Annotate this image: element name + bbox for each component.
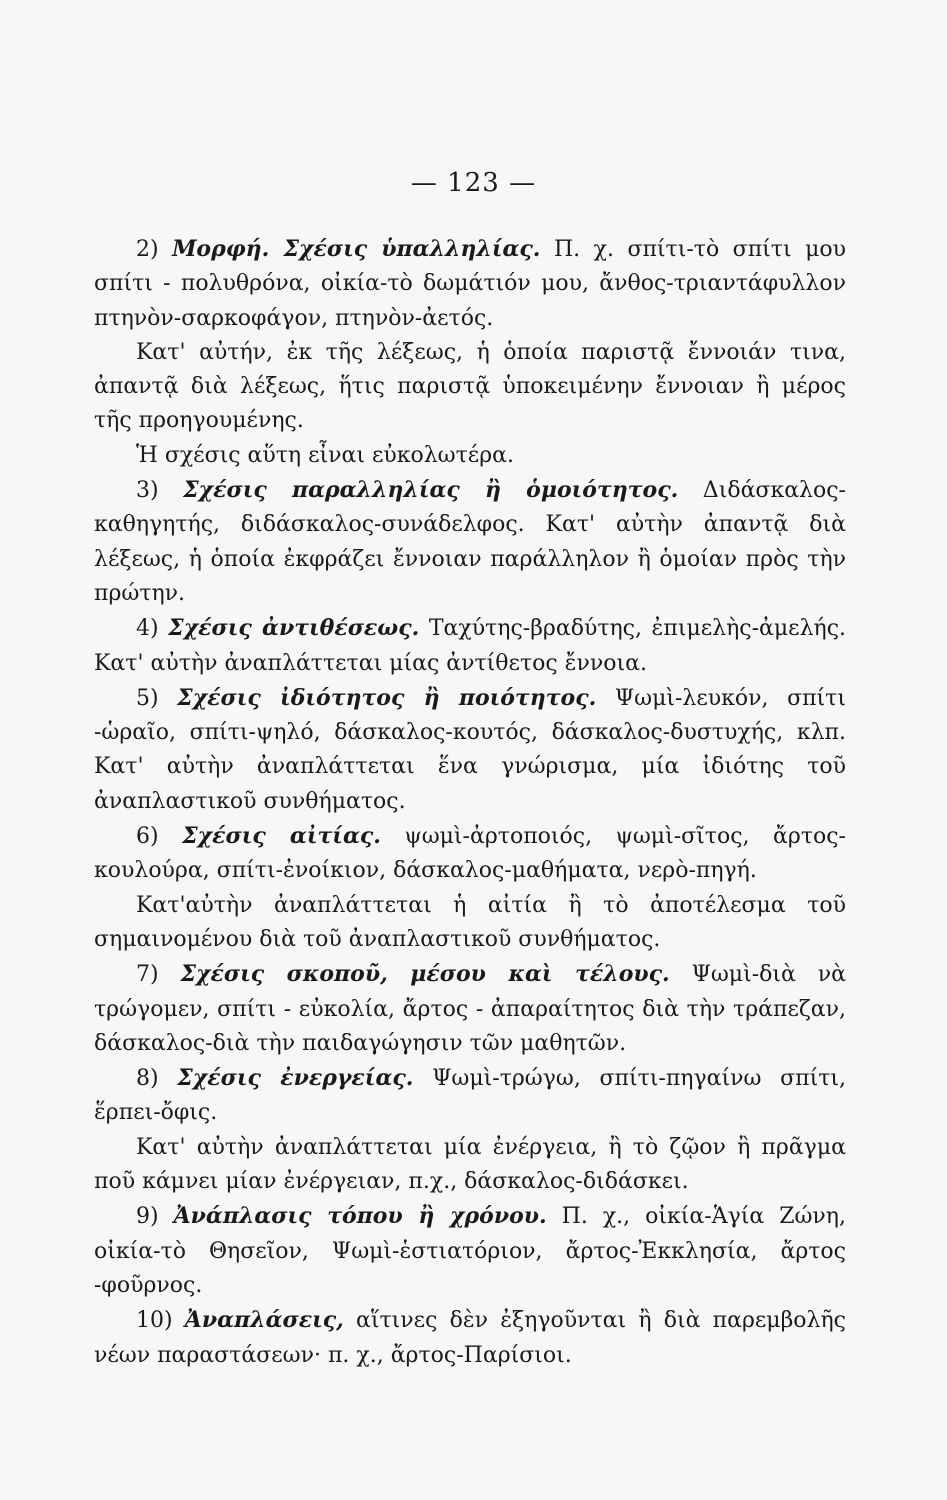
item-title: Σχέσις ἀντιθέσεως. [168,615,420,642]
paragraph-text: Ἡ σχέσις αὕτη εἶναι εὐκολωτέρα. [136,442,514,468]
body-text [94,232,846,1373]
paragraph-text: Κατ' αὐτήν, ἐκ τῆς λέξεως, ἡ ὁποία παριστᾷ ἔννοιάν τινα, ἀπαντᾷ διὰ λέξεως, ἥτις παριστᾷ ὑποκειμένην ἔννοιαν ἢ μέρος τῆς προηγουμένης. [94,339,846,434]
item-number: 6) [136,824,183,850]
paragraph [94,1061,846,1131]
paragraph-text: Ψωμὶ-λευκόν, σπίτι -ὡραῖο, σπίτι-ψηλό, δάσκαλος-κουτός, δάσκαλος-δυστυχής, κλπ. Κατ' αὐτὴν ἀναπλάττεται ἕνα γνώρισμα, μία ἰδιότης τοῦ ἀναπλαστικοῦ συνθήματος. [94,685,846,814]
item-title: Ἀναπλάσεις, [184,1307,344,1334]
page-number: — 123 — [410,168,537,198]
paragraph [94,889,846,958]
paragraph [94,473,846,611]
item-title: Σχέσις σκοποῦ, μέσου καὶ τέλους. [180,961,670,988]
paragraph-text: Κατ' αὐτὴν ἀναπλάττεται μία ἐνέργεια, ἢ τὸ ζῷον ἢ πρᾶγμα ποῦ κάμνει μίαν ἐνέργειαν, π.χ., δάσκαλος-διδάσκει. [94,1134,846,1195]
paragraph-text: Ψωμὶ-τρώγω, σπίτι-πηγαίνω σπίτι, ἕρπει-ὄφις. [94,1066,846,1126]
paragraph-text: Κατ'αὐτὴν ἀναπλάττεται ἡ αἰτία ἢ τὸ ἀποτέλεσμα τοῦ σημαινομένου διὰ τοῦ ἀναπλαστικοῦ συνθήματος. [94,892,846,952]
paragraph-text: Π. χ., οἰκία-Ἁγία Ζώνη, οἰκία-τὸ Θησεῖον, Ψωμὶ-ἑστιατόριον, ἄρτος-Ἐκκλησία, ἄρτος -φοῦρνος. [94,1204,846,1298]
item-number: 7) [136,962,181,988]
paragraph [94,439,846,473]
paragraph-text: Ψωμὶ-διὰ νὰ τρώγομεν, σπίτι - εὐκολία, ἄρτος - ἀπαραίτητος διὰ τὴν τράπεζαν, δάσκαλος-διὰ τὴν παιδαγώγησιν τῶν μαθητῶν. [94,962,846,1056]
paragraph [94,1131,846,1200]
item-title: Σχέσις ἐνεργείας. [177,1065,414,1092]
item-number: 8) [136,1066,178,1092]
paragraph [94,611,846,681]
paragraph [94,819,846,889]
paragraph [94,681,846,819]
paragraph [94,957,846,1061]
paragraph-text: Διδάσκαλος-καθηγητής, διδάσκαλος-συνάδελφος. Κατ' αὐτὴν ἀπαντᾷ διὰ λέξεως, ἡ ὁποία ἐκφράζει ἔννοιαν παράλληλον ἢ ὁμοίαν πρὸς τὴν πρώτην. [94,478,846,606]
paragraph [94,336,846,439]
item-number: 10) [136,1308,185,1334]
item-title: Σχέσις παραλληλίας ἢ ὁμοιότητος. [183,477,679,504]
paragraph-text: ψωμὶ-ἀρτοποιός, ψωμὶ-σῖτος, ἄρτος-κουλούρα, σπίτι-ἐνοίκιον, δάσκαλος-μαθήματα, νερὸ-πηγή. [94,824,846,884]
item-title: Σχέσις ἰδιότητος ἢ ποιότητος. [177,684,597,711]
paragraph-text: Ταχύτης-βραδύτης, ἐπιμελὴς-ἀμελής. Κατ' αὐτὴν ἀναπλάττεται μίας ἀντίθετος ἔννοια. [94,616,847,676]
item-number: 3) [136,478,184,504]
paragraph [94,232,846,336]
paragraph [94,1199,846,1303]
item-number: 9) [136,1204,174,1230]
paragraph-text: αἵτινες δὲν ἐξηγοῦνται ἢ διὰ παρεμβολῆς νέων παραστάσεων· π. χ., ἄρτος-Παρίσιοι. [94,1308,846,1368]
paragraph-text: Π. χ. σπίτι-τὸ σπίτι μου σπίτι - πολυθρόνα, οἰκία-τὸ δωμάτιόν μου, ἄνθος-τριαντάφυλλον πτηνὸν-σαρκοφάγον, πτηνὸν-ἀετός. [94,237,846,331]
paragraph [94,1303,846,1373]
item-title: Ἀνάπλασις τόπου ἢ χρόνου. [173,1203,547,1230]
item-number: 2) [136,237,173,262]
item-number: 4) [136,616,169,642]
item-title: Μορφή. Σχέσις ὑπαλληλίας. [172,236,541,262]
item-number: 5) [136,685,178,711]
item-title: Σχέσις αἰτίας. [182,823,381,850]
